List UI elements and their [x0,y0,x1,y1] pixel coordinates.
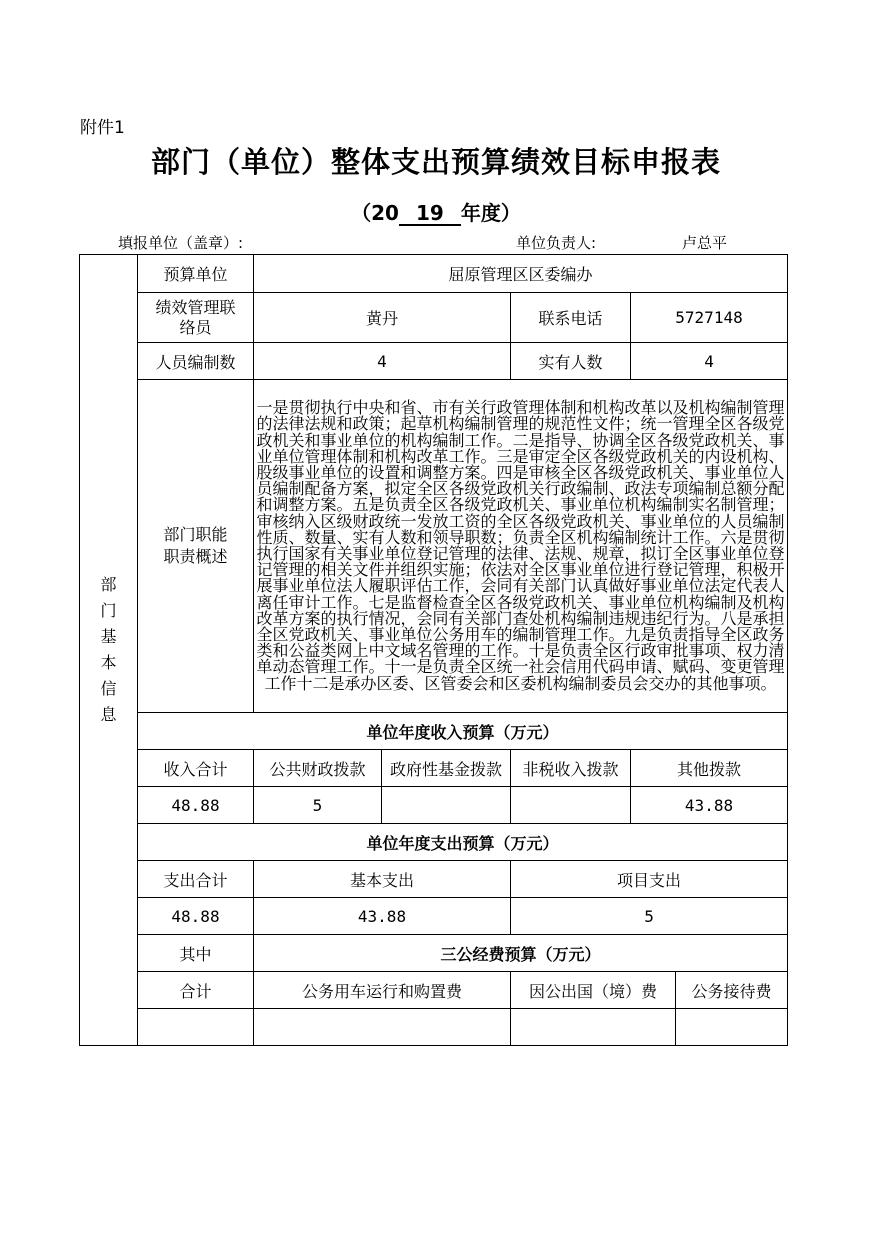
expense-value-basic: 43.88 [254,898,511,935]
duties-label: 部门职能职责概述 [138,380,254,713]
leader-name: 卢总平 [682,234,728,252]
budget-unit-value: 屈原管理区区委编办 [254,255,788,293]
row-staff [80,343,788,380]
income-header-total: 收入合计 [138,750,254,787]
year-value: 19 [399,202,461,226]
staff-quota-value: 4 [254,343,511,380]
year-prefix: （20 [351,201,399,225]
three-public-header-abroad: 因公出国（境）费 [511,972,676,1009]
duties-text: 一是贯彻执行中央和省、市有关行政管理体制和机构改革以及机构编制管理的法律法规和政策；起草机构编制管理的规范性文件；统一管理全区各级党政机关和事业单位的机构编制工作。二是指导、协调全区各级党政机关、事业单位管理体制和机构改革工作。三是审定全区各级党政机关的内设机构、股级事业单位的设置和调整方案。四是审核全区各级党政机关、事业单位人员编制配备方案，拟定全区各级党政机关行政编制、政法专项编制总额分配和调整方案。五是负责全区各级党政机关、事业单位机构编制实名制管理；审核纳入区级财政统一发放工资的全区各级党政机关、事业单位的人员编制性质、数量、实有人数和领导职数；负责全区机构编制统计工作。六是贯彻执行国家有关事业单位登记管理的法律、法规、规章，拟订全区事业单位登记管理的相关文件并组织实施；依法对全区事业单位进行登记管理，积极开展事业单位法人履职评估工作，会同有关部门认真做好事业单位法定代表人离任审计工作。七是监督检查全区各级党政机关、事业单位机构编制及机构改革方案的执行情况，会同有关部门查处机构编制违规违纪行为。八是承担全区党政机关、事业单位公务用车的编制管理工作。九是负责指导全区政务类和公益类网上中文域名管理的工作。十是负责全区行政审批事项、权力清单动态管理工作。十一是负责全区统一社会信用代码申请、赋码、变更管理工作十二是承办区委、区管委会和区委机构编制委员会交办的其他事项。 [254,380,788,713]
three-public-value-vehicle [254,1009,511,1046]
among-label: 其中 [138,935,254,972]
expense-value-project: 5 [511,898,788,935]
filler-unit-label: 填报单位（盖章）: [118,234,244,252]
row-income-title [80,713,788,750]
expense-section-title: 单位年度支出预算（万元） [138,824,788,861]
row-income-values [80,787,788,824]
row-income-headers [80,750,788,787]
form-title: 部门（单位）整体支出预算绩效目标申报表 [150,145,721,179]
row-duties [80,380,788,713]
three-public-header-vehicle: 公务用车运行和购置费 [254,972,511,1009]
income-value-non-tax [511,787,631,824]
three-public-header-reception: 公务接待费 [676,972,788,1009]
income-value-total: 48.88 [138,787,254,824]
phone-label: 联系电话 [511,293,631,343]
three-public-header-total: 合计 [138,972,254,1009]
income-section-title: 单位年度收入预算（万元） [138,713,788,750]
contact-value: 黄丹 [254,293,511,343]
three-public-section-title: 三公经费预算（万元） [254,935,788,972]
side-label-cell [80,255,138,1046]
leader-label: 单位负责人: [516,234,597,252]
income-header-non-tax: 非税收入拨款 [511,750,631,787]
income-header-gov-fund: 政府性基金拨款 [382,750,511,787]
attachment-label: 附件1 [80,118,125,138]
expense-header-basic: 基本支出 [254,861,511,898]
three-public-value-total [138,1009,254,1046]
expense-header-project: 项目支出 [511,861,788,898]
actual-staff-value: 4 [631,343,788,380]
three-public-value-abroad [511,1009,676,1046]
income-header-other: 其他拨款 [631,750,788,787]
staff-quota-label: 人员编制数 [138,343,254,380]
budget-form-table [79,254,788,1046]
row-budget-unit [80,255,788,293]
actual-staff-label: 实有人数 [511,343,631,380]
row-three-public-title [80,935,788,972]
row-expense-headers [80,861,788,898]
row-expense-title [80,824,788,861]
income-value-other: 43.88 [631,787,788,824]
phone-value: 5727148 [631,293,788,343]
year-suffix: 年度） [460,201,521,225]
income-value-gov-fund [382,787,511,824]
expense-header-total: 支出合计 [138,861,254,898]
three-public-value-reception [676,1009,788,1046]
budget-unit-label: 预算单位 [138,255,254,293]
row-three-public-values [80,1009,788,1046]
row-expense-values [80,898,788,935]
side-label: 部门基本信息 [100,575,117,724]
income-header-public-finance: 公共财政拨款 [254,750,382,787]
expense-value-total: 48.88 [138,898,254,935]
contact-label: 绩效管理联络员 [138,293,254,343]
row-contact [80,293,788,343]
income-value-public-finance: 5 [254,787,382,824]
row-three-public-headers [80,972,788,1009]
year-line [0,197,872,226]
